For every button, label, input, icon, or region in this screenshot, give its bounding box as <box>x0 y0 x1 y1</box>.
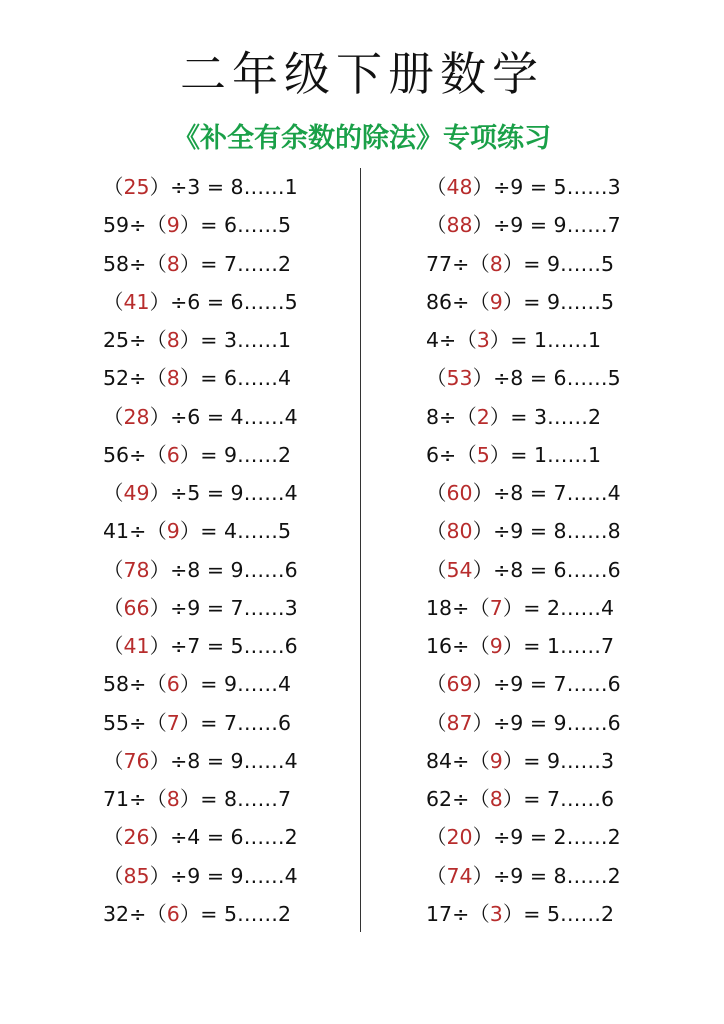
problem-row <box>103 704 353 742</box>
problem-suffix: ）= 5……2 <box>502 901 615 926</box>
problem-row <box>426 704 676 742</box>
problem-row <box>103 206 353 244</box>
problem-row <box>103 780 353 818</box>
problem-row <box>103 398 353 436</box>
problem-prefix: （ <box>426 863 447 888</box>
problem-prefix: 41÷（ <box>103 519 167 544</box>
problem-suffix: ）= 1……1 <box>489 328 602 352</box>
answer-number: 20 <box>446 825 473 850</box>
problem-prefix: 4÷（ <box>426 328 477 352</box>
problem-row <box>426 665 676 703</box>
problem-prefix: 55÷（ <box>103 710 167 735</box>
page-subtitle: 《补全有余数的除法》专项练习 <box>173 123 551 154</box>
problem-row <box>103 436 353 474</box>
problem-row <box>103 857 353 895</box>
answer-number: 8 <box>166 251 180 276</box>
problem-prefix: （ <box>103 175 124 199</box>
column-divider <box>360 168 361 932</box>
problem-suffix: ）÷9 = 8……2 <box>472 863 621 888</box>
problem-prefix: （ <box>103 557 124 582</box>
problem-prefix: 84÷（ <box>426 748 490 773</box>
problem-prefix: 77÷（ <box>426 251 490 276</box>
problem-prefix: 58÷（ <box>103 251 167 276</box>
problem-suffix: ）÷9 = 7……6 <box>472 672 621 697</box>
problem-suffix: ）÷9 = 7……3 <box>149 595 298 620</box>
answer-number: 5 <box>476 442 490 467</box>
answer-number: 49 <box>123 481 150 505</box>
problem-prefix: 17÷（ <box>426 901 490 926</box>
problem-suffix: ）= 7……6 <box>179 710 292 735</box>
problem-prefix: 71÷（ <box>103 787 167 811</box>
answer-number: 9 <box>489 748 503 773</box>
problem-row <box>426 398 676 436</box>
problem-row <box>103 742 353 780</box>
left-problem-column <box>103 168 353 933</box>
answer-number: 9 <box>489 634 503 658</box>
problem-row <box>103 627 353 665</box>
answer-number: 2 <box>476 404 490 429</box>
problem-row <box>103 551 353 589</box>
problem-suffix: ）÷8 = 6……6 <box>472 557 621 582</box>
problem-prefix: （ <box>103 863 124 888</box>
problem-prefix: （ <box>103 404 124 429</box>
problem-row <box>103 512 353 550</box>
problem-prefix: 6÷（ <box>426 442 477 467</box>
problem-prefix: （ <box>103 634 124 658</box>
answer-number: 8 <box>166 328 180 352</box>
answer-number: 60 <box>446 481 473 505</box>
problem-prefix: （ <box>103 748 124 773</box>
problem-prefix: （ <box>426 710 447 735</box>
problem-suffix: ）= 9……4 <box>179 672 292 697</box>
answer-number: 53 <box>446 366 473 391</box>
answer-number: 8 <box>166 366 180 391</box>
problem-prefix: （ <box>426 366 447 391</box>
problem-prefix: （ <box>426 481 447 505</box>
problem-prefix: 86÷（ <box>426 289 490 314</box>
problem-prefix: （ <box>103 481 124 505</box>
problem-prefix: （ <box>103 289 124 314</box>
problem-row <box>426 436 676 474</box>
problem-row <box>426 283 676 321</box>
problem-row <box>426 589 676 627</box>
problem-suffix: ）= 8……7 <box>179 787 292 811</box>
answer-number: 3 <box>489 901 503 926</box>
right-problem-column <box>426 168 676 933</box>
answer-number: 48 <box>446 175 473 199</box>
answer-number: 6 <box>166 672 180 697</box>
problem-suffix: ）= 3……1 <box>179 328 292 352</box>
problem-suffix: ）= 9……3 <box>502 748 615 773</box>
problem-prefix: （ <box>426 213 447 238</box>
problem-row <box>103 589 353 627</box>
answer-number: 8 <box>166 787 180 811</box>
problem-prefix: （ <box>426 672 447 697</box>
page-title: 二年级下册数学 <box>180 47 544 101</box>
problem-suffix: ）= 1……1 <box>489 442 602 467</box>
problem-suffix: ）= 3……2 <box>489 404 602 429</box>
problem-row <box>426 780 676 818</box>
problem-row <box>426 474 676 512</box>
problem-suffix: ）÷8 = 6……5 <box>472 366 621 391</box>
problem-row <box>103 474 353 512</box>
problem-row <box>426 627 676 665</box>
problem-suffix: ）÷8 = 7……4 <box>472 481 621 505</box>
problem-prefix: 32÷（ <box>103 901 167 926</box>
problem-row <box>103 665 353 703</box>
problem-suffix: ）= 2……4 <box>502 595 615 620</box>
answer-number: 3 <box>476 328 490 352</box>
answer-number: 9 <box>489 289 503 314</box>
problem-row <box>426 818 676 856</box>
answer-number: 54 <box>446 557 473 582</box>
problem-row <box>103 283 353 321</box>
answer-number: 9 <box>166 213 180 238</box>
problem-row <box>103 359 353 397</box>
problem-row <box>103 168 353 206</box>
problem-prefix: 25÷（ <box>103 328 167 352</box>
problem-prefix: （ <box>103 595 124 620</box>
answer-number: 66 <box>123 595 150 620</box>
answer-number: 87 <box>446 710 473 735</box>
problem-prefix: 18÷（ <box>426 595 490 620</box>
problem-row <box>426 551 676 589</box>
problem-suffix: ）= 6……5 <box>179 213 292 238</box>
problem-suffix: ）÷9 = 8……8 <box>472 519 621 544</box>
problem-row <box>426 168 676 206</box>
problem-suffix: ）÷4 = 6……2 <box>149 825 298 850</box>
problem-prefix: 8÷（ <box>426 404 477 429</box>
problem-suffix: ）÷6 = 4……4 <box>149 404 298 429</box>
problem-suffix: ）÷9 = 9……6 <box>472 710 621 735</box>
problem-row <box>426 512 676 550</box>
problem-suffix: ）= 4……5 <box>179 519 292 544</box>
problem-row <box>103 895 353 933</box>
answer-number: 28 <box>123 404 150 429</box>
answer-number: 8 <box>489 787 503 811</box>
problem-prefix: （ <box>103 825 124 850</box>
problem-prefix: 58÷（ <box>103 672 167 697</box>
problem-suffix: ）= 7……6 <box>502 787 615 811</box>
problem-suffix: ）= 1……7 <box>502 634 615 658</box>
problem-suffix: ）= 5……2 <box>179 901 292 926</box>
problem-prefix: （ <box>426 175 447 199</box>
answer-number: 78 <box>123 557 150 582</box>
answer-number: 7 <box>489 595 503 620</box>
problem-suffix: ）= 9……5 <box>502 251 615 276</box>
problem-suffix: ）= 6……4 <box>179 366 292 391</box>
answer-number: 25 <box>123 175 150 199</box>
problem-row <box>426 742 676 780</box>
problem-row <box>426 359 676 397</box>
answer-number: 85 <box>123 863 150 888</box>
problem-prefix: （ <box>426 519 447 544</box>
problem-suffix: ）÷9 = 9……4 <box>149 863 298 888</box>
problem-suffix: ）÷9 = 5……3 <box>472 175 621 199</box>
problem-row <box>426 895 676 933</box>
problem-suffix: ）÷6 = 6……5 <box>149 289 298 314</box>
problem-row <box>426 321 676 359</box>
problem-prefix: 52÷（ <box>103 366 167 391</box>
problem-prefix: 62÷（ <box>426 787 490 811</box>
problem-prefix: 59÷（ <box>103 213 167 238</box>
problem-row <box>426 857 676 895</box>
answer-number: 9 <box>166 519 180 544</box>
answer-number: 41 <box>123 634 150 658</box>
problem-suffix: ）÷8 = 9……6 <box>149 557 298 582</box>
problem-suffix: ）= 9……5 <box>502 289 615 314</box>
problem-row <box>426 206 676 244</box>
answer-number: 8 <box>489 251 503 276</box>
problem-suffix: ）= 7……2 <box>179 251 292 276</box>
answer-number: 26 <box>123 825 150 850</box>
answer-number: 6 <box>166 901 180 926</box>
answer-number: 69 <box>446 672 473 697</box>
problem-prefix: （ <box>426 557 447 582</box>
problem-prefix: 16÷（ <box>426 634 490 658</box>
problem-suffix: ）÷9 = 9……7 <box>472 213 621 238</box>
answer-number: 41 <box>123 289 150 314</box>
problem-prefix: （ <box>426 825 447 850</box>
problem-suffix: ）= 9……2 <box>179 442 292 467</box>
problem-suffix: ）÷7 = 5……6 <box>149 634 298 658</box>
problem-suffix: ）÷9 = 2……2 <box>472 825 621 850</box>
answer-number: 6 <box>166 442 180 467</box>
answer-number: 76 <box>123 748 150 773</box>
answer-number: 88 <box>446 213 473 238</box>
problem-suffix: ）÷3 = 8……1 <box>149 175 298 199</box>
answer-number: 74 <box>446 863 473 888</box>
problem-prefix: 56÷（ <box>103 442 167 467</box>
problem-suffix: ）÷5 = 9……4 <box>149 481 298 505</box>
problem-row <box>103 321 353 359</box>
problem-row <box>103 818 353 856</box>
problem-suffix: ）÷8 = 9……4 <box>149 748 298 773</box>
answer-number: 7 <box>166 710 180 735</box>
problem-row <box>103 245 353 283</box>
problem-row <box>426 245 676 283</box>
answer-number: 80 <box>446 519 473 544</box>
